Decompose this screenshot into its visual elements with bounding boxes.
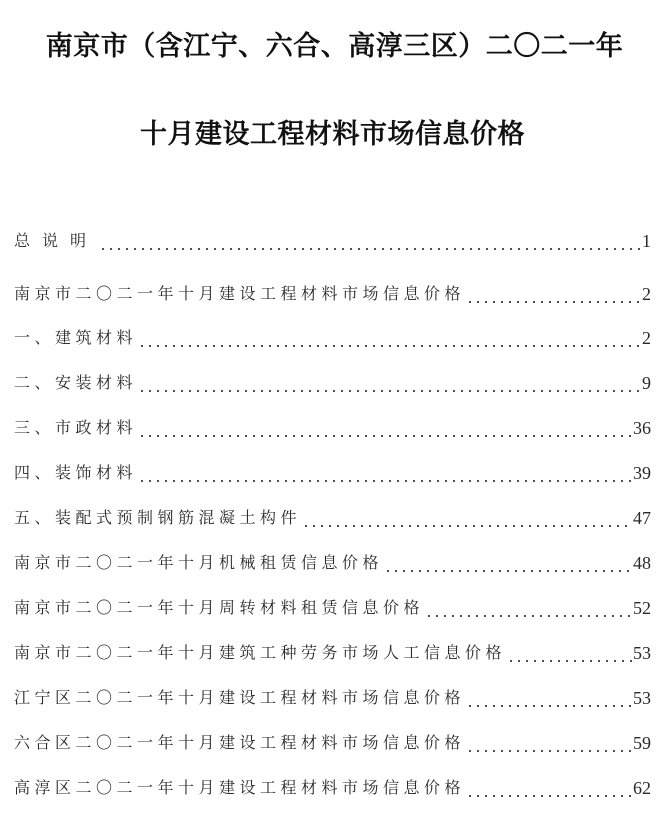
toc-entry-label: 高淳区二〇二一年十月建设工程材料市场信息价格 (14, 778, 466, 797)
toc-leader-dots (138, 417, 632, 439)
toc-entry-general-notes[interactable] (14, 226, 651, 252)
toc-leader-dots (138, 462, 632, 484)
toc-entry-label: 江宁区二〇二一年十月建设工程材料市场信息价格 (14, 688, 466, 707)
toc-entry-formwork-rental[interactable] (14, 593, 651, 619)
toc-leader-dots (138, 372, 641, 394)
toc-entry-label: 二、安装材料 (14, 373, 138, 392)
toc-entry-label: 南京市二〇二一年十月建筑工种劳务市场人工信息价格 (14, 643, 507, 662)
toc-entry-page: 53 (633, 688, 651, 708)
toc-leader-dots (466, 732, 632, 754)
toc-entry-precast-concrete[interactable] (14, 503, 651, 529)
toc-entry-decoration-materials[interactable] (14, 458, 651, 484)
toc-entry-page: 59 (633, 733, 651, 753)
toc-entry-jiangning-materials[interactable] (14, 683, 651, 709)
toc-leader-dots (425, 597, 632, 619)
toc-entry-installation-materials[interactable] (14, 368, 651, 394)
toc-entry-label: 南京市二〇二一年十月建设工程材料市场信息价格 (14, 284, 466, 303)
toc-entry-label: 四、装饰材料 (14, 463, 138, 482)
toc-entry-nanjing-materials[interactable] (14, 279, 651, 305)
document-title-line-2: 十月建设工程材料市场信息价格 (140, 119, 525, 150)
toc-entry-machinery-rental[interactable] (14, 548, 651, 574)
toc-entry-label: 五、装配式预制钢筋混凝土构件 (14, 508, 302, 527)
toc-leader-dots (466, 777, 632, 799)
toc-leader-dots (384, 552, 632, 574)
toc-entry-page: 36 (633, 418, 651, 438)
toc-entry-building-materials[interactable] (14, 323, 651, 349)
toc-entry-page: 39 (633, 463, 651, 483)
toc-entry-label: 南京市二〇二一年十月周转材料租赁信息价格 (14, 598, 425, 617)
toc-entry-page: 9 (642, 373, 651, 393)
toc-entry-page: 52 (633, 598, 651, 618)
toc-entry-page: 2 (642, 284, 651, 304)
toc-entry-label: 南京市二〇二一年十月机械租赁信息价格 (14, 553, 384, 572)
toc-leader-dots (507, 642, 632, 664)
toc-entry-label: 一、建筑材料 (14, 328, 138, 347)
toc-leader-dots (302, 507, 632, 529)
toc-entry-page: 48 (633, 553, 651, 573)
toc-leader-dots (99, 230, 641, 252)
toc-entry-luhe-materials[interactable] (14, 728, 651, 754)
toc-leader-dots (466, 283, 641, 305)
toc-entry-label: 三、市政材料 (14, 418, 138, 437)
toc-leader-dots (466, 687, 632, 709)
toc-entry-label: 六合区二〇二一年十月建设工程材料市场信息价格 (14, 733, 466, 752)
toc-entry-page: 62 (633, 778, 651, 798)
toc-entry-municipal-materials[interactable] (14, 413, 651, 439)
toc-entry-label: 总说明 (14, 231, 99, 250)
toc-entry-page: 53 (633, 643, 651, 663)
toc-entry-labor-prices[interactable] (14, 638, 651, 664)
toc-entry-page: 1 (642, 231, 651, 251)
toc-entry-gaochun-materials[interactable] (14, 773, 651, 799)
toc-entry-page: 2 (642, 328, 651, 348)
toc-entry-page: 47 (633, 508, 651, 528)
toc-leader-dots (138, 327, 641, 349)
document-title-line-1: 南京市（含江宁、六合、高淳三区）二〇二一年 (45, 31, 624, 62)
